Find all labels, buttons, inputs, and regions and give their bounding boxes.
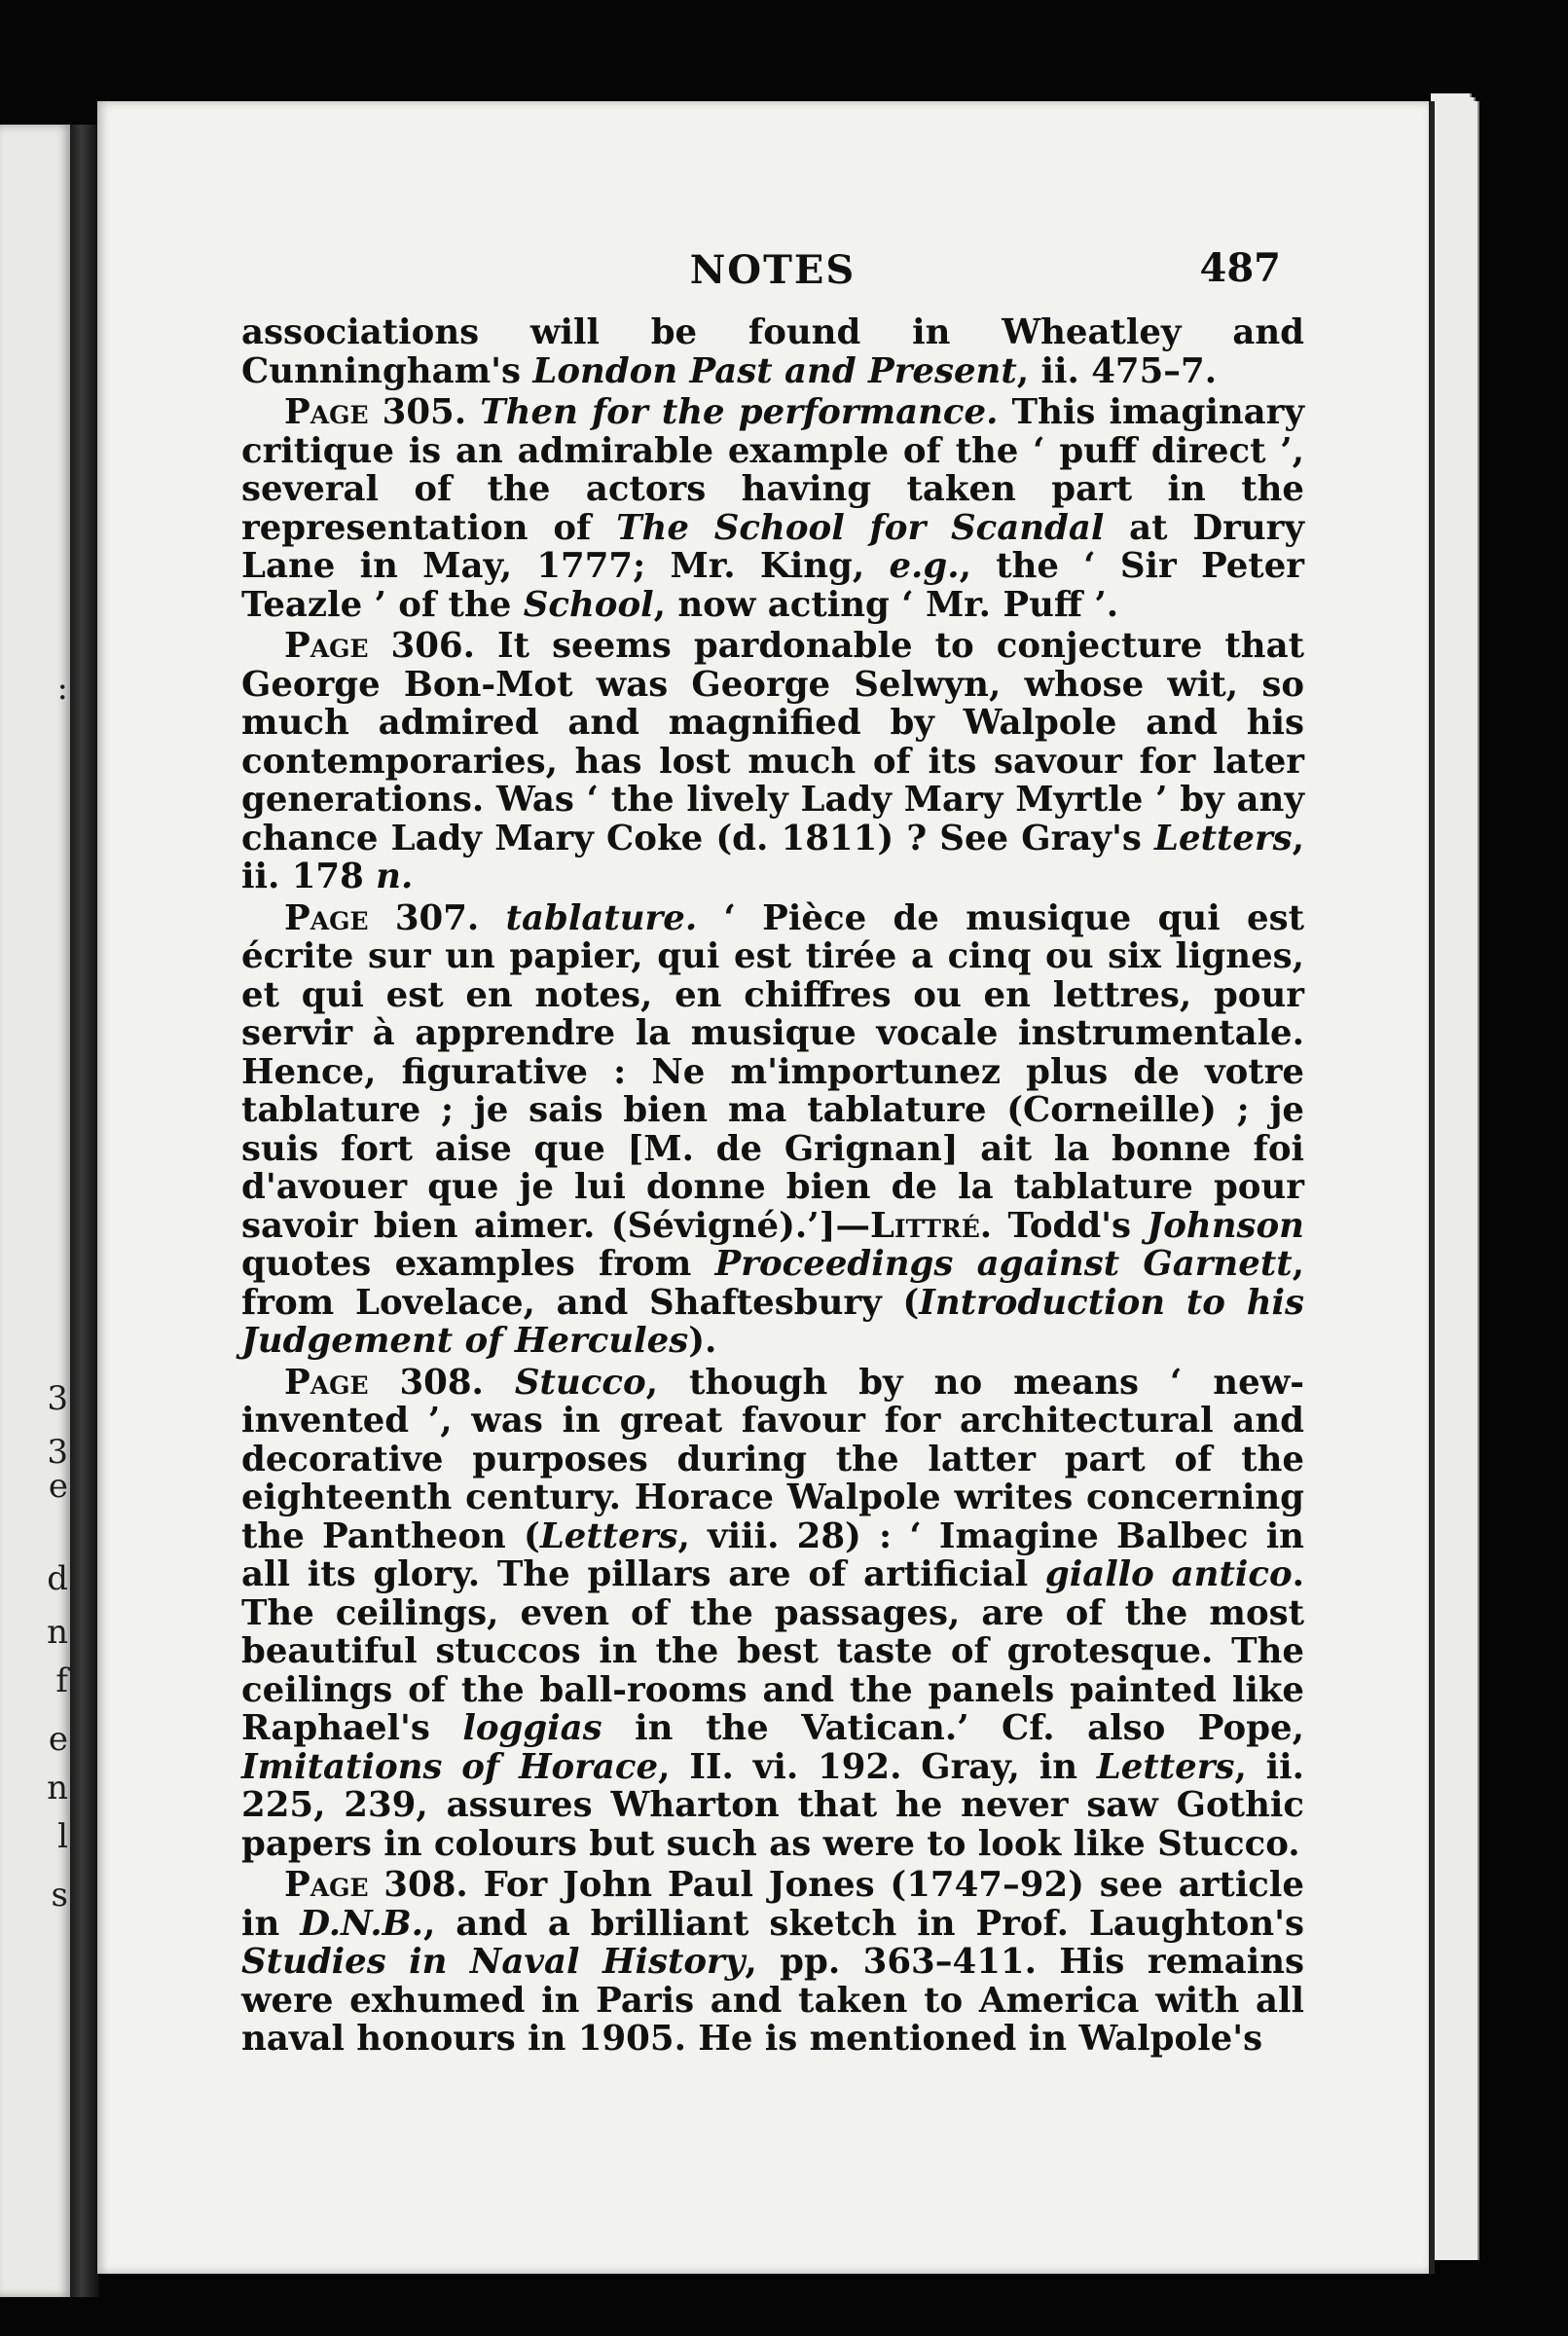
text-run: 308. (368, 1362, 515, 1403)
notes-text (241, 313, 1304, 2059)
text-run: 305. (368, 392, 481, 432)
note-paragraph (241, 1866, 1304, 2059)
text-run: . Todd's (979, 1205, 1148, 1246)
book-page (97, 101, 1429, 2274)
italic-text: Imitations of Horace (241, 1746, 659, 1787)
note-paragraph (241, 393, 1304, 624)
page-content (241, 241, 1304, 2062)
italic-text: London Past and Present (532, 350, 1017, 391)
text-run: at Drury Lane in May, 1777; Mr. King, (241, 507, 1305, 586)
text-run: ‘ Pièce de musique qui est écrite sur un papier, qui est tirée a cinq ou six lignes, et qui est en notes, en chiffres ou en lettres, pour servir à apprendre la musique vocale instrumentale. Hence, figurative : Ne m'importunez plus de votre tablature ; je sais bien ma tablature (Corneille) ; je suis fort aise que [M. de Grignan] ait la bonne foi d'avouer que je lui donne bien de la tablature pour savoir bien aimer. (Sévigné).’]— (241, 897, 1304, 1246)
text-run: , pp. 363–411. His remains were exhumed in Paris and taken to America with all naval honours in 1905. He is mentioned in Walpole's (241, 1942, 1305, 2059)
italic-text: Stucco (514, 1362, 646, 1403)
italic-text: Johnson (1147, 1205, 1304, 1246)
previous-page-letter: 3 (47, 1379, 68, 1418)
previous-page-letter: n (47, 1769, 68, 1807)
text-run: , viii. 28) : ‘ Imagine Balbec in all its glory. The pillars are of artificial (241, 1515, 1304, 1594)
text-run: associations will be found in Wheatley and Cunningham's (241, 312, 1304, 391)
previous-page-letter: e (48, 1720, 68, 1759)
previous-page-letter: d (47, 1559, 68, 1598)
italic-text: Studies in Naval History (241, 1942, 746, 1982)
italic-text: Then for the performance. (480, 392, 999, 432)
text-run: , now acting ‘ Mr. Puff ’. (653, 584, 1119, 625)
note-paragraph (241, 899, 1304, 1361)
small-caps-text: Page (284, 626, 369, 666)
italic-text: School (523, 584, 654, 625)
text-run: , ii. 225, 239, assures Wharton that he never saw Gothic papers in colours but such as were to look like Stucco. (241, 1746, 1304, 1864)
running-head (241, 241, 1304, 304)
small-caps-text: Littré (869, 1205, 980, 1246)
text-run: , ii. 178 (241, 818, 1304, 896)
page-edge (1442, 101, 1479, 2260)
small-caps-text: Page (284, 897, 369, 938)
text-run: , the ‘ Sir Peter Teazle ’ of the (241, 546, 1304, 625)
italic-text: loggias (462, 1708, 602, 1748)
italic-text: Letters (539, 1515, 678, 1556)
text-run: in the Vatican.’ Cf. also Pope, (602, 1708, 1304, 1748)
text-run: 307. (368, 897, 506, 938)
page-header-title: NOTES (689, 247, 857, 293)
text-run: quotes examples from (241, 1244, 715, 1284)
text-run: 308. For John Paul Jones (1747–92) see article in (241, 1865, 1304, 1944)
note-paragraph (241, 627, 1304, 896)
previous-page-letter: e (48, 1467, 68, 1506)
previous-page-letter: 3 (47, 1433, 68, 1472)
text-run: , and a brilliant sketch in Prof. Laughton's (423, 1903, 1304, 1944)
italic-text: The School for Scandal (616, 507, 1105, 548)
small-caps-text: Page (284, 392, 369, 432)
italic-text: Introduction to his Judgement of Hercules (241, 1282, 1304, 1361)
italic-text: D.N.B. (300, 1903, 423, 1944)
text-run: , II. vi. 192. Gray, in (658, 1746, 1097, 1787)
italic-text: n. (376, 857, 414, 896)
previous-page-letter: f (55, 1661, 68, 1700)
previous-page-letter: s (51, 1876, 68, 1915)
page-number: 487 (1199, 245, 1281, 291)
previous-page-letter: l (57, 1817, 68, 1856)
previous-page-letter: : (56, 669, 68, 708)
text-run: 306. It seems pardonable to conjecture that George Bon-Mot was George Selwyn, whose wit, so much admired and magnified by Walpole and his contemporaries, has lost much of its savour for later generations. Was ‘ the lively Lady Mary Myrtle ’ by any chance Lady Mary Coke (d. 1811) ? See Gray's (241, 626, 1304, 858)
italic-text: Proceedings against Garnett (714, 1244, 1293, 1284)
italic-text: giallo antico (1044, 1554, 1293, 1594)
book-gutter (70, 125, 99, 2297)
previous-page-edge (0, 125, 72, 2297)
text-run: , from Lovelace, and Shaftesbury ( (241, 1244, 1304, 1323)
italic-text: tablature. (505, 897, 698, 938)
italic-text: Letters (1096, 1746, 1235, 1787)
text-run: This imaginary critique is an admirable example of the ‘ puff direct ’, several of the actors having taken part in the representation of (241, 392, 1305, 548)
note-paragraph (241, 313, 1304, 390)
text-run: , though by no means ‘ new-invented ’, was in great favour for architectural and decorative purposes during the latter part of the eighteenth century. Horace Walpole writes concerning the Pantheon ( (241, 1362, 1304, 1556)
italic-text: e.g. (889, 546, 960, 586)
text-run: . The ceilings, even of the passages, are of the most beautiful stuccos in the best taste of grotesque. The ceilings of the ball-rooms and the panels painted like Raphael's (241, 1554, 1305, 1748)
small-caps-text: Page (284, 1362, 369, 1403)
previous-page-letter: n (47, 1613, 68, 1652)
text-run: , ii. 475–7. (1016, 350, 1218, 391)
italic-text: Letters (1154, 818, 1293, 858)
small-caps-text: Page (284, 1865, 369, 1905)
note-paragraph (241, 1364, 1304, 1864)
text-run: ). (688, 1321, 717, 1361)
